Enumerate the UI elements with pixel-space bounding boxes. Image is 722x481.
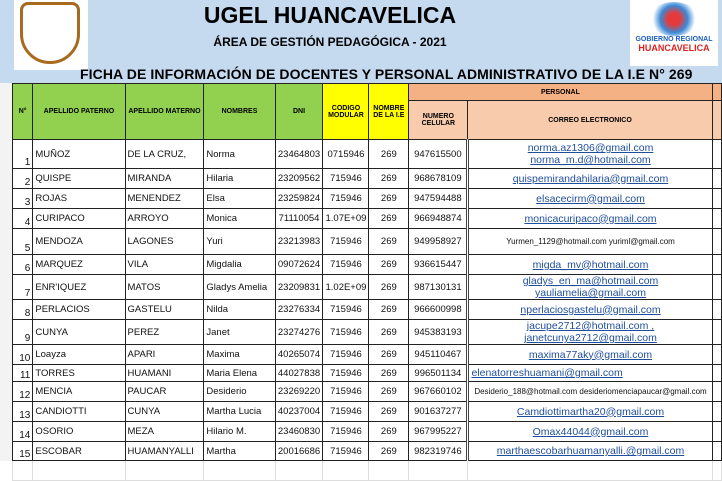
dni: 23213983 bbox=[275, 229, 323, 255]
nombre-ie: 269 bbox=[369, 365, 409, 382]
email-link: Yurmen_1129@hotmail.com yuriml@gmail.com bbox=[506, 237, 675, 246]
col-personal: PERSONAL bbox=[409, 84, 712, 101]
apellido-materno: ARROYO bbox=[125, 209, 204, 229]
apellido-materno: HUAMANI bbox=[125, 365, 204, 382]
dni: 23460830 bbox=[275, 422, 323, 442]
apellido-paterno: ROJAS bbox=[33, 189, 125, 209]
correo-electronico bbox=[468, 345, 712, 365]
apellido-materno: CUNYA bbox=[125, 402, 204, 422]
apellido-paterno: PERLACIOS bbox=[33, 300, 125, 320]
nombres: Norma bbox=[204, 140, 275, 169]
table-row bbox=[13, 169, 722, 189]
row-number: 10 bbox=[13, 345, 33, 365]
nombre-ie: 269 bbox=[369, 382, 409, 402]
row-number: 7 bbox=[13, 275, 33, 300]
numero-celular: 945383193 bbox=[409, 320, 468, 345]
row-number: 8 bbox=[13, 300, 33, 320]
table-row bbox=[13, 422, 722, 442]
numero-celular: 901637277 bbox=[409, 402, 468, 422]
apellido-materno: PEREZ bbox=[125, 320, 204, 345]
dni: 23464803 bbox=[275, 140, 323, 169]
numero-celular: 967995227 bbox=[409, 422, 468, 442]
row-number: 15 bbox=[13, 442, 33, 461]
table-row bbox=[13, 402, 722, 422]
apellido-paterno: Loayza bbox=[33, 345, 125, 365]
dni: 09072624 bbox=[275, 255, 323, 275]
apellido-paterno: MUÑOZ bbox=[33, 140, 125, 169]
email-link-secondary[interactable]: janetcunya2712@gmail.com bbox=[524, 332, 657, 344]
email-link[interactable]: norma.az1306@gmail.com bbox=[527, 142, 654, 154]
email-link[interactable]: marthaescobarhuamanyalli.@gmail.com bbox=[496, 445, 685, 457]
row-number: 9 bbox=[13, 320, 33, 345]
col-dni: DNI bbox=[275, 84, 323, 140]
numero-celular: 936615447 bbox=[409, 255, 468, 275]
dni: 23259824 bbox=[275, 189, 323, 209]
email-link[interactable]: nperlaciosgastelu@gmail.com bbox=[520, 303, 661, 316]
apellido-paterno: ENR'IQUEZ bbox=[33, 275, 125, 300]
email-link[interactable]: elenatorreshuamani@gmail.com bbox=[471, 367, 623, 379]
nombre-ie: 269 bbox=[369, 300, 409, 320]
nombre-ie: 269 bbox=[369, 442, 409, 461]
apellido-materno: PAUCAR bbox=[125, 382, 204, 402]
correo-electronico bbox=[468, 189, 712, 209]
row-number: 13 bbox=[13, 402, 33, 422]
numero-celular: 987130131 bbox=[409, 275, 468, 300]
row-number: 14 bbox=[13, 422, 33, 442]
correo-electronico bbox=[468, 422, 712, 442]
col-codigo: CODIGO MODULAR bbox=[323, 84, 369, 140]
col-nombres: NOMBRES bbox=[204, 84, 275, 140]
table-row bbox=[13, 189, 722, 209]
table-row bbox=[13, 442, 722, 461]
nombres: Nilda bbox=[204, 300, 275, 320]
email-link[interactable]: migda_mv@hotmail.com bbox=[532, 258, 649, 271]
table-row bbox=[13, 365, 722, 382]
correo-electronico bbox=[468, 382, 712, 402]
apellido-paterno: CUNYA bbox=[33, 320, 125, 345]
email-link[interactable]: maxima77aky@gmail.com bbox=[528, 348, 653, 361]
nombres: Janet bbox=[204, 320, 275, 345]
email-link[interactable]: Camdiottimartha20@gmail.com bbox=[516, 405, 665, 418]
table-row bbox=[13, 275, 722, 300]
dni: 20016686 bbox=[275, 442, 323, 461]
nombres: Migdalia bbox=[204, 255, 275, 275]
nombre-ie: 269 bbox=[369, 320, 409, 345]
apellido-paterno: MENCIA bbox=[33, 382, 125, 402]
correo-electronico bbox=[468, 209, 712, 229]
apellido-paterno: MARQUEZ bbox=[33, 255, 125, 275]
apellido-materno: DE LA CRUZ, bbox=[125, 140, 204, 169]
apellido-paterno: CANDIOTTI bbox=[33, 402, 125, 422]
numero-celular: 945110467 bbox=[409, 345, 468, 365]
dni: 23276334 bbox=[275, 300, 323, 320]
row-number: 4 bbox=[13, 209, 33, 229]
codigo-modular: 715946 bbox=[323, 229, 369, 255]
correo-electronico bbox=[468, 300, 712, 320]
table-row bbox=[13, 382, 722, 402]
correo-electronico bbox=[468, 275, 712, 300]
page-title: UGEL HUANCAVELICA bbox=[203, 2, 457, 28]
nombre-ie: 269 bbox=[369, 422, 409, 442]
table-row bbox=[13, 300, 722, 320]
nombres: Elsa bbox=[204, 189, 275, 209]
col-nombre-ie: NOMBRE DE LA I.E bbox=[369, 84, 409, 140]
apellido-materno: HUAMANYALLI bbox=[125, 442, 204, 461]
staff-table bbox=[12, 83, 722, 481]
correo-electronico bbox=[468, 140, 712, 169]
apellido-paterno: QUISPE bbox=[33, 169, 125, 189]
nombre-ie: 269 bbox=[369, 169, 409, 189]
nombres: Gladys Amelia bbox=[204, 275, 275, 300]
correo-electronico bbox=[468, 229, 712, 255]
table-row bbox=[13, 320, 722, 345]
col-correo: CORREO ELECTRONICO bbox=[468, 101, 712, 140]
apellido-paterno: OSORIO bbox=[33, 422, 125, 442]
dni: 23209562 bbox=[275, 169, 323, 189]
nombres: Monica bbox=[204, 209, 275, 229]
codigo-modular: 715946 bbox=[323, 422, 369, 442]
codigo-modular: 715946 bbox=[323, 382, 369, 402]
dni: 44027838 bbox=[275, 365, 323, 382]
apellido-paterno: MENDOZA bbox=[33, 229, 125, 255]
row-number: 3 bbox=[13, 189, 33, 209]
numero-celular: 967660102 bbox=[409, 382, 468, 402]
apellido-materno: MEZA bbox=[125, 422, 204, 442]
nombres: Hilaria bbox=[204, 169, 275, 189]
col-celular: NUMERO CELULAR bbox=[409, 101, 468, 140]
numero-celular: 947615500 bbox=[409, 140, 468, 169]
email-link: Desiderio_188@hotmail.com desideriomenciapaucar@gmail.com bbox=[474, 387, 707, 396]
dni: 40237004 bbox=[275, 402, 323, 422]
dni: 40265074 bbox=[275, 345, 323, 365]
correo-electronico bbox=[468, 255, 712, 275]
correo-electronico bbox=[468, 320, 712, 345]
row-number: 12 bbox=[13, 382, 33, 402]
email-link-secondary[interactable]: yauliamelia@gmail.com bbox=[534, 287, 647, 299]
email-link[interactable]: gladys_en_ma@hotmail.com bbox=[522, 275, 659, 287]
nombre-ie: 269 bbox=[369, 140, 409, 169]
row-number: 11 bbox=[13, 365, 33, 382]
numero-celular: 982319746 bbox=[409, 442, 468, 461]
email-link[interactable]: quispemirandahilaria@gmail.com bbox=[512, 172, 669, 185]
dni: 23209831 bbox=[275, 275, 323, 300]
numero-celular: 966948874 bbox=[409, 209, 468, 229]
table-row bbox=[13, 209, 722, 229]
nombres: Martha Lucia bbox=[204, 402, 275, 422]
row-number: 6 bbox=[13, 255, 33, 275]
apellido-materno: GASTELU bbox=[125, 300, 204, 320]
correo-electronico bbox=[468, 365, 712, 382]
numero-celular: 949958927 bbox=[409, 229, 468, 255]
nombres: Martha bbox=[204, 442, 275, 461]
col-materno: APELLIDO MATERNO bbox=[125, 84, 204, 140]
nombres: Maria Elena bbox=[204, 365, 275, 382]
codigo-modular: 715946 bbox=[323, 300, 369, 320]
codigo-modular: 715946 bbox=[323, 365, 369, 382]
email-link-secondary[interactable]: norma_m.d@hotmail.com bbox=[530, 154, 651, 166]
apellido-materno: MIRANDA bbox=[125, 169, 204, 189]
nombres: Desiderio bbox=[204, 382, 275, 402]
page-subtitle: ÁREA DE GESTIÓN PEDAGÓGICA - 2021 bbox=[213, 35, 447, 49]
apellido-paterno: TORRES bbox=[33, 365, 125, 382]
nombre-ie: 269 bbox=[369, 345, 409, 365]
table-row bbox=[13, 140, 722, 169]
email-link[interactable]: Omax44044@gmail.com bbox=[532, 425, 649, 438]
table-row bbox=[13, 255, 722, 275]
email-link[interactable]: monicacuripaco@gmail.com bbox=[524, 212, 657, 225]
codigo-modular: 0715946 bbox=[323, 140, 369, 169]
codigo-modular: 715946 bbox=[323, 345, 369, 365]
correo-electronico bbox=[468, 402, 712, 422]
email-link[interactable]: jacupe2712@hotmail.com , bbox=[526, 320, 655, 332]
apellido-materno: VILA bbox=[125, 255, 204, 275]
nombre-ie: 269 bbox=[369, 229, 409, 255]
header-banner bbox=[0, 0, 722, 83]
numero-celular: 947594488 bbox=[409, 189, 468, 209]
table-row bbox=[13, 229, 722, 255]
nombre-ie: 269 bbox=[369, 402, 409, 422]
codigo-modular: 715946 bbox=[323, 189, 369, 209]
nombres: Hilario M. bbox=[204, 422, 275, 442]
nombres: Maxima bbox=[204, 345, 275, 365]
codigo-modular: 715946 bbox=[323, 442, 369, 461]
numero-celular: 968678109 bbox=[409, 169, 468, 189]
codigo-modular: 715946 bbox=[323, 320, 369, 345]
apellido-materno: MATOS bbox=[125, 275, 204, 300]
row-number: 1 bbox=[13, 140, 33, 169]
nombre-ie: 269 bbox=[369, 255, 409, 275]
row-number: 5 bbox=[13, 229, 33, 255]
codigo-modular: 715946 bbox=[323, 402, 369, 422]
apellido-paterno: CURIPACO bbox=[33, 209, 125, 229]
codigo-modular: 715946 bbox=[323, 169, 369, 189]
dni: 71110054 bbox=[275, 209, 323, 229]
nombres: Yuri bbox=[204, 229, 275, 255]
table-row bbox=[13, 345, 722, 365]
codigo-modular: 1.07E+09 bbox=[323, 209, 369, 229]
nombre-ie: 269 bbox=[369, 189, 409, 209]
sheet-title: FICHA DE INFORMACIÓN DE DOCENTES Y PERSONAL ADMINISTRATIVO DE LA I.E N° 269 bbox=[80, 66, 693, 82]
apellido-materno: MENENDEZ bbox=[125, 189, 204, 209]
codigo-modular: 715946 bbox=[323, 255, 369, 275]
row-number: 2 bbox=[13, 169, 33, 189]
col-paterno: APELLIDO PATERNO bbox=[33, 84, 125, 140]
col-n: N° bbox=[13, 84, 33, 140]
numero-celular: 966600998 bbox=[409, 300, 468, 320]
numero-celular: 996501134 bbox=[409, 365, 468, 382]
apellido-materno: APARI bbox=[125, 345, 204, 365]
apellido-paterno: ESCOBAR bbox=[33, 442, 125, 461]
regional-government-logo: GOBIERNO REGIONAL HUANCAVELICA bbox=[630, 0, 718, 66]
apellido-materno: LAGONES bbox=[125, 229, 204, 255]
correo-electronico bbox=[468, 169, 712, 189]
nombre-ie: 269 bbox=[369, 209, 409, 229]
email-link[interactable]: elsacecirm@gmail.com bbox=[536, 192, 645, 205]
correo-electronico bbox=[468, 442, 712, 461]
dni: 23274276 bbox=[275, 320, 323, 345]
codigo-modular: 1.02E+09 bbox=[323, 275, 369, 300]
dni: 23269220 bbox=[275, 382, 323, 402]
nombre-ie: 269 bbox=[369, 275, 409, 300]
